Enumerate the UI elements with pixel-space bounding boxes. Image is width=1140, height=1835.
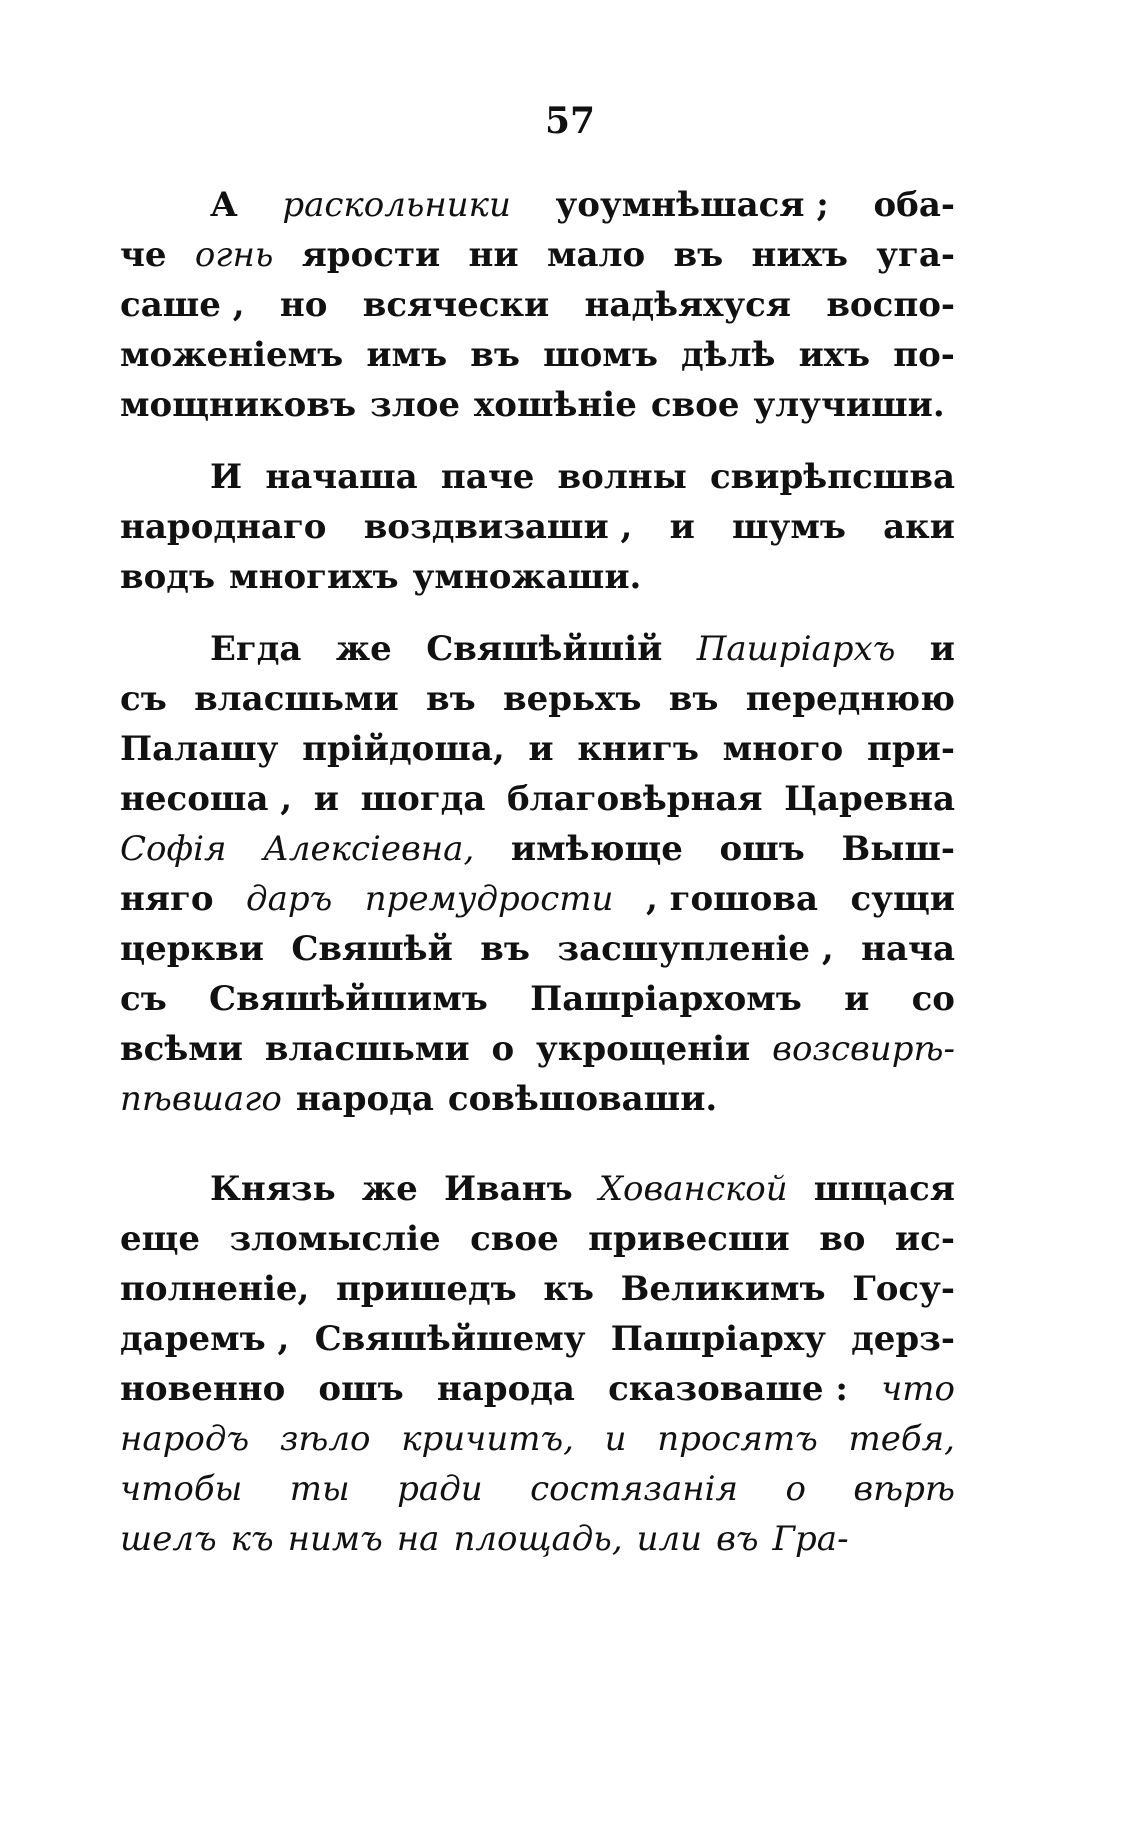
text-line bbox=[120, 1514, 955, 1564]
word: имъ bbox=[366, 335, 448, 375]
word: со bbox=[911, 979, 955, 1019]
word: ошъ bbox=[318, 1369, 404, 1409]
word: же bbox=[335, 629, 392, 669]
word: нихъ bbox=[751, 235, 848, 275]
paragraph bbox=[120, 452, 955, 602]
word: шомъ bbox=[543, 335, 658, 375]
word: прійдоша, bbox=[302, 729, 505, 769]
word: въ bbox=[673, 235, 724, 275]
word: Великимъ bbox=[620, 1269, 826, 1309]
italic-word: пѣвшаго bbox=[120, 1079, 282, 1119]
text-line bbox=[120, 330, 955, 380]
text-line bbox=[120, 624, 955, 674]
word: пришедъ bbox=[335, 1269, 517, 1309]
italic-word: площадь, bbox=[453, 1519, 623, 1559]
paragraph bbox=[120, 624, 955, 1124]
text-line bbox=[120, 230, 955, 280]
text-line bbox=[120, 924, 955, 974]
word: свое bbox=[650, 385, 740, 425]
word: переднюю bbox=[745, 679, 955, 719]
paragraph bbox=[120, 180, 955, 430]
italic-word: на bbox=[396, 1519, 440, 1559]
word: Князь bbox=[210, 1169, 336, 1209]
word: еще bbox=[120, 1219, 201, 1259]
word: И bbox=[210, 457, 243, 497]
word: Пашріарху bbox=[610, 1319, 826, 1359]
italic-word: въ bbox=[716, 1519, 759, 1559]
word: многихъ bbox=[229, 557, 399, 597]
word: благовѣрная bbox=[507, 779, 763, 819]
word: уоумнѣшася ; bbox=[555, 185, 829, 225]
word: въ bbox=[470, 335, 520, 375]
word: верьхъ bbox=[503, 679, 642, 719]
word: че bbox=[120, 235, 167, 275]
word: оба- bbox=[873, 185, 955, 225]
text-line bbox=[120, 552, 955, 602]
text-line bbox=[120, 674, 955, 724]
text-line bbox=[120, 1414, 955, 1464]
text-line bbox=[120, 874, 955, 924]
word: народнаго bbox=[120, 507, 327, 547]
word: съ bbox=[120, 679, 167, 719]
italic-word: вѣрѣ bbox=[853, 1469, 955, 1509]
word: дѣлѣ bbox=[681, 335, 776, 375]
text-line bbox=[120, 1314, 955, 1364]
word: водъ bbox=[120, 557, 216, 597]
italic-word: кричитъ, bbox=[401, 1419, 574, 1459]
word: ярости bbox=[301, 235, 441, 275]
italic-word: и bbox=[604, 1419, 627, 1459]
word: волны bbox=[557, 457, 687, 497]
word: Выш- bbox=[841, 829, 955, 869]
word: и bbox=[929, 629, 955, 669]
word: свирѣпсшва bbox=[709, 457, 955, 497]
word: Царевна bbox=[784, 779, 955, 819]
word: къ bbox=[543, 1269, 595, 1309]
word: Госу- bbox=[852, 1269, 955, 1309]
italic-word: шелъ bbox=[120, 1519, 217, 1559]
text-line bbox=[120, 974, 955, 1024]
word: надѣяхуся bbox=[584, 285, 791, 325]
text-line bbox=[120, 724, 955, 774]
word: Егда bbox=[210, 629, 302, 669]
word: власшьми bbox=[194, 679, 399, 719]
word: много bbox=[722, 729, 844, 769]
word: нача bbox=[861, 929, 955, 969]
word: по- bbox=[893, 335, 955, 375]
word: Пашріархомъ bbox=[530, 979, 802, 1019]
text-line bbox=[120, 1364, 955, 1414]
word: Свяшѣйшій bbox=[426, 629, 663, 669]
italic-word: или bbox=[636, 1519, 703, 1559]
word: новенно bbox=[120, 1369, 286, 1409]
word: аки bbox=[883, 507, 955, 547]
word: злое bbox=[370, 385, 461, 425]
word: народа bbox=[295, 1079, 434, 1119]
italic-word: зѣло bbox=[279, 1419, 371, 1459]
italic-word: народъ bbox=[120, 1419, 250, 1459]
word: привесши bbox=[588, 1219, 790, 1259]
italic-word: чтобы bbox=[120, 1469, 243, 1509]
word: несоша , bbox=[120, 779, 293, 819]
word: церкви bbox=[120, 929, 264, 969]
text-line bbox=[120, 502, 955, 552]
word: Свяшѣйшимъ bbox=[209, 979, 488, 1019]
word: Свяшѣй bbox=[291, 929, 453, 969]
word: Свяшѣйшему bbox=[314, 1319, 586, 1359]
word: шогда bbox=[360, 779, 486, 819]
paragraph bbox=[120, 1164, 955, 1564]
word: укрощеніи bbox=[536, 1029, 751, 1069]
page-number: 57 bbox=[544, 100, 596, 142]
word: улучиши. bbox=[753, 385, 945, 425]
word: воздвизаши , bbox=[363, 507, 633, 547]
word: сказоваше : bbox=[608, 1369, 848, 1409]
word: и bbox=[669, 507, 695, 547]
text-line bbox=[120, 1264, 955, 1314]
text-line bbox=[120, 774, 955, 824]
word: ис- bbox=[894, 1219, 955, 1259]
word: саше , bbox=[120, 285, 245, 325]
text-line bbox=[120, 280, 955, 330]
word: , гошова bbox=[645, 879, 819, 919]
italic-word: ради bbox=[397, 1469, 483, 1509]
italic-word: просятъ bbox=[657, 1419, 818, 1459]
word: полненіе, bbox=[120, 1269, 310, 1309]
word: зломысліе bbox=[229, 1219, 441, 1259]
word: но bbox=[279, 285, 328, 325]
text-line bbox=[120, 1164, 955, 1214]
word: шщася bbox=[813, 1169, 955, 1209]
italic-word: огнь bbox=[194, 235, 274, 275]
text-line bbox=[120, 1214, 955, 1264]
italic-word: раскольники bbox=[282, 185, 511, 225]
word: мало bbox=[546, 235, 646, 275]
word: ихъ bbox=[798, 335, 871, 375]
italic-word: Пашріархъ bbox=[696, 629, 896, 669]
body-text bbox=[120, 180, 955, 1586]
italic-word: Гра- bbox=[772, 1519, 849, 1559]
word: шумъ bbox=[732, 507, 846, 547]
word: власшьми bbox=[264, 1029, 470, 1069]
text-line bbox=[120, 180, 955, 230]
text-line bbox=[120, 824, 955, 874]
italic-word: о bbox=[785, 1469, 806, 1509]
word: о bbox=[491, 1029, 515, 1069]
word: мощниковъ bbox=[120, 385, 357, 425]
word: свое bbox=[470, 1219, 559, 1259]
word: же bbox=[361, 1169, 418, 1209]
text-line bbox=[120, 452, 955, 502]
word: и bbox=[528, 729, 554, 769]
italic-word: ты bbox=[289, 1469, 350, 1509]
word: воспо- bbox=[826, 285, 955, 325]
word: книгъ bbox=[577, 729, 699, 769]
italic-word: состязанія bbox=[530, 1469, 738, 1509]
word: въ bbox=[426, 679, 476, 719]
word: при- bbox=[866, 729, 955, 769]
word: даремъ , bbox=[120, 1319, 290, 1359]
word: и bbox=[313, 779, 339, 819]
word: ни bbox=[468, 235, 519, 275]
word: во bbox=[819, 1219, 866, 1259]
word: хошѣніе bbox=[474, 385, 637, 425]
word: Палашу bbox=[120, 729, 279, 769]
italic-word: Хованской bbox=[598, 1169, 788, 1209]
word: сущи bbox=[850, 879, 955, 919]
italic-word: что bbox=[881, 1369, 955, 1409]
italic-word: Софія bbox=[120, 829, 227, 869]
text-line bbox=[120, 1074, 955, 1124]
word: начаша bbox=[265, 457, 418, 497]
word: съ bbox=[120, 979, 167, 1019]
word: паче bbox=[440, 457, 535, 497]
word: и bbox=[844, 979, 870, 1019]
word: уга- bbox=[876, 235, 955, 275]
italic-word: тебя, bbox=[848, 1419, 955, 1459]
italic-word: даръ bbox=[246, 879, 333, 919]
word: совѣшоваши. bbox=[447, 1079, 718, 1119]
word: всячески bbox=[362, 285, 550, 325]
word: моженіемъ bbox=[120, 335, 344, 375]
word: Иванъ bbox=[443, 1169, 573, 1209]
italic-word: къ bbox=[230, 1519, 274, 1559]
text-line bbox=[120, 380, 955, 430]
word: ошъ bbox=[719, 829, 805, 869]
word: дерз- bbox=[851, 1319, 955, 1359]
text-line bbox=[120, 1024, 955, 1074]
word: въ bbox=[668, 679, 719, 719]
word: умножаши. bbox=[412, 557, 642, 597]
italic-word: нимъ bbox=[287, 1519, 383, 1559]
word: имѣюще bbox=[510, 829, 683, 869]
word: А bbox=[210, 185, 238, 225]
word: всѣми bbox=[120, 1029, 243, 1069]
italic-word: Алексіевна, bbox=[263, 829, 475, 869]
word: въ bbox=[480, 929, 530, 969]
word: няго bbox=[120, 879, 214, 919]
italic-word: премудрости bbox=[364, 879, 614, 919]
word: народа bbox=[436, 1369, 575, 1409]
text-line bbox=[120, 1464, 955, 1514]
word: засшупленіе , bbox=[557, 929, 834, 969]
italic-word: возсвирѣ- bbox=[772, 1029, 955, 1069]
